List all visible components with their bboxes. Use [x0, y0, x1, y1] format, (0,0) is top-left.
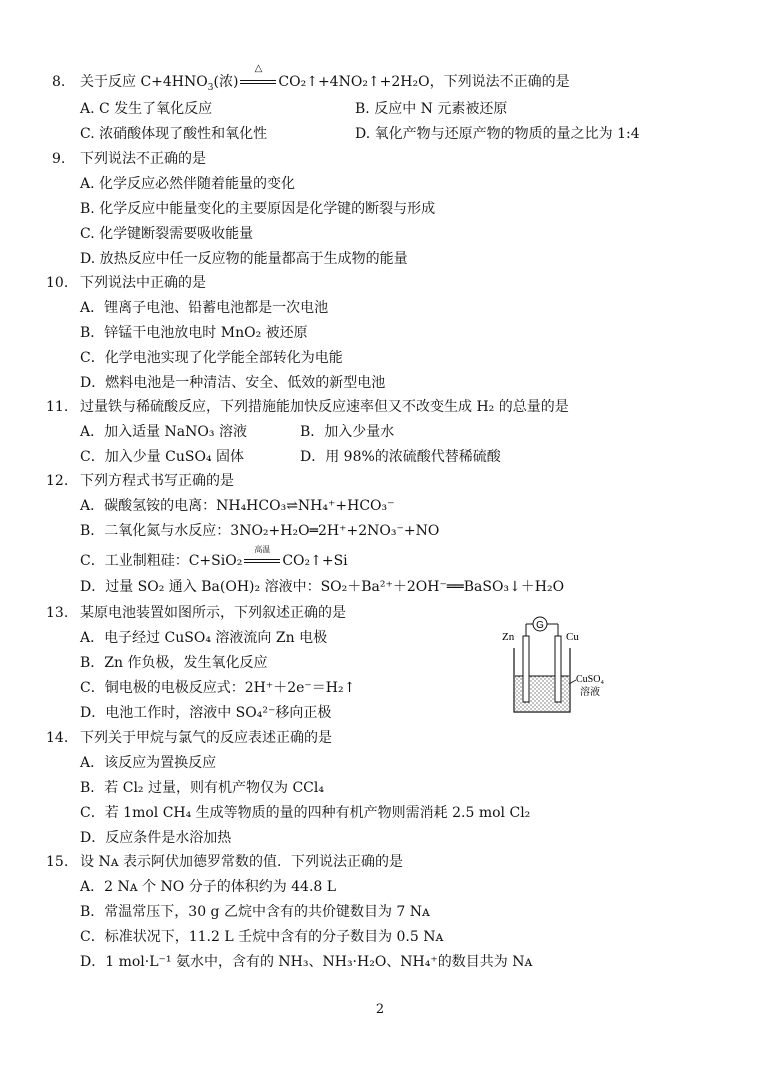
q13-option-d: D．电池工作时，溶液中 SO₄²⁻移向正极	[80, 705, 332, 721]
q10-option-c: C．化学电池实现了化学能全部转化为电能	[80, 350, 343, 366]
galvanic-cell-svg	[500, 614, 630, 722]
solution-word-label: 溶液	[580, 687, 600, 698]
q8-number: 8.	[52, 74, 66, 90]
q10-number: 10.	[46, 275, 69, 291]
zn-electrode	[523, 636, 529, 702]
q14-option-a: A．该反应为置换反应	[80, 755, 217, 771]
q14-stem: 下列关于甲烷与氯气的反应表述正确的是	[80, 730, 332, 746]
q14-option-c: C．若 1mol CH₄ 生成等物质的量的四种有机产物则需消耗 2.5 mol Cl₂	[80, 805, 531, 821]
q8-stem-post: CO₂↑+4NO₂↑+2H₂O，下列说法不正确的是	[278, 74, 570, 90]
q11-number: 11.	[46, 399, 69, 415]
q9-number: 9.	[52, 151, 66, 167]
q11-stem: 过量铁与稀硫酸反应，下列措施能加快反应速率但又不改变生成 H₂ 的总量的是	[80, 399, 569, 415]
q12-condition	[242, 545, 282, 573]
q8-stem-pre: 关于反应 C+4HNO	[80, 74, 208, 90]
q13-stem: 某原电池装置如图所示，下列叙述正确的是	[80, 605, 346, 621]
cu-label: Cu	[566, 631, 579, 643]
q15-option-d: D．1 mol·L⁻¹ 氨水中，含有的 NH₃、NH₃·H₂O、NH₄⁺的数目共为 Nᴀ	[80, 954, 533, 970]
q12-option-a: A．碳酸氢铵的电离：NH₄HCO₃⇌NH₄⁺+HCO₃⁻	[80, 498, 395, 514]
q12-stem: 下列方程式书写正确的是	[80, 473, 234, 489]
q13-option-c: C．铜电极的电极反应式：2H⁺＋2e⁻＝H₂↑	[80, 680, 356, 696]
q8-option-d: D. 氧化产物与还原产物的物质的量之比为 1:4	[355, 126, 640, 142]
q13-option-b: B．Zn 作负极，发生氧化反应	[80, 655, 268, 671]
q9-option-a: A. 化学反应必然伴随着能量的变化	[80, 176, 296, 192]
q12-option-d: D．过量 SO₂ 通入 Ba(OH)₂ 溶液中：SO₂＋Ba²⁺＋2OH⁻══BaSO₃↓＋H₂O	[80, 579, 565, 595]
q9-option-d: D. 放热反应中任一反应物的能量都高于生成物的能量	[80, 251, 408, 267]
q12-number: 12.	[46, 473, 69, 489]
q8-option-b: B. 反应中 N 元素被还原	[355, 101, 508, 117]
q10-option-d: D．燃料电池是一种清洁、安全、低效的新型电池	[80, 375, 386, 391]
q11-option-c: C．加入少量 CuSO₄ 固体	[80, 449, 245, 465]
q10-option-a: A．锂离子电池、铅蓄电池都是一次电池	[80, 300, 329, 316]
q12-option-c-pre: C．工业制粗硅：C+SiO₂	[80, 553, 243, 569]
cu-electrode	[555, 636, 561, 702]
q8-stem	[80, 63, 570, 94]
q10-option-b: B．锌锰干电池放电时 MnO₂ 被还原	[80, 325, 308, 341]
q8-stem-line	[52, 63, 570, 94]
q12-option-c-post: CO₂↑+Si	[282, 553, 348, 569]
q9-option-c: C. 化学键断裂需要吸收能量	[80, 226, 254, 242]
q14-option-b: B．若 Cl₂ 过量，则有机产物仅为 CCl₄	[80, 780, 324, 796]
q15-option-b: B．常温常压下，30 g 乙烷中含有的共价键数目为 7 Nᴀ	[80, 904, 430, 920]
q13-number: 13.	[46, 605, 69, 621]
q8-condition	[238, 63, 278, 94]
q15-number: 15.	[46, 854, 69, 870]
q8-option-c: C. 浓硝酸体现了酸性和氧化性	[80, 126, 268, 142]
q12-option-c	[80, 545, 348, 573]
q13-option-a: A．电子经过 CuSO₄ 溶液流向 Zn 电极	[80, 630, 328, 646]
q12-option-b: B．二氧化氮与水反应：3NO₂+H₂O═2H⁺+2NO₃⁻+NO	[80, 523, 440, 539]
solution-formula-label: CuSO₄	[576, 674, 604, 685]
q15-option-c: C．标准状况下，11.2 L 壬烷中含有的分子数目为 0.5 Nᴀ	[80, 929, 444, 945]
q12-condition-text: 高温	[254, 545, 271, 554]
page-number: 2	[375, 1002, 385, 1017]
q11-option-b: B．加入少量水	[300, 424, 395, 440]
q14-number: 14.	[46, 730, 69, 746]
galvanic-cell-diagram	[500, 614, 630, 722]
q10-stem: 下列说法中正确的是	[80, 275, 206, 291]
q8-option-a: A. C 发生了氧化反应	[80, 101, 213, 117]
q9-stem: 下列说法不正确的是	[80, 151, 206, 167]
q14-option-d: D．反应条件是水浴加热	[80, 830, 232, 846]
q11-option-d: D．用 98%的浓硫酸代替稀硫酸	[300, 449, 501, 465]
galvanometer-label: G	[536, 620, 544, 631]
q9-option-b: B. 化学反应中能量变化的主要原因是化学键的断裂与形成	[80, 201, 436, 217]
q8-condition-symbol: △	[254, 63, 263, 74]
q15-stem: 设 Nᴀ 表示阿伏加德罗常数的值．下列说法正确的是	[80, 854, 404, 870]
q15-option-a: A．2 Nᴀ 个 NO 分子的体积约为 44.8 L	[80, 879, 337, 895]
q8-stem-sub: 3	[207, 82, 214, 93]
zn-label: Zn	[502, 631, 515, 643]
q11-option-a: A．加入适量 NaNO₃ 溶液	[80, 424, 247, 440]
q8-stem-mid: (浓)	[213, 74, 239, 90]
